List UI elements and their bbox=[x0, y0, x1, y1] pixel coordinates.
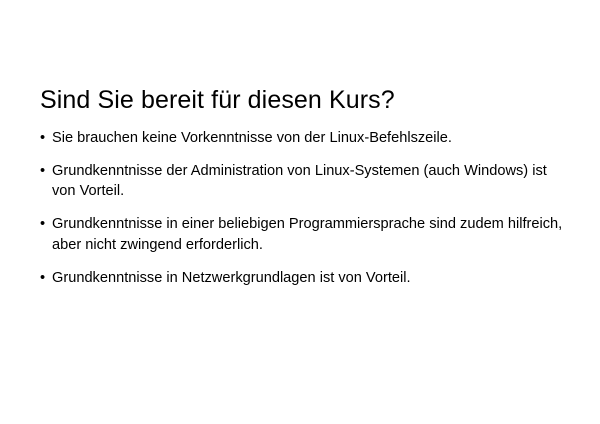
bullet-marker-icon: • bbox=[40, 163, 46, 180]
list-item-text: Grundkenntnisse in Netzwerkgrundlagen ist von Vorteil. bbox=[52, 269, 411, 286]
list-item-text: Grundkenntnisse der Administration von Linux-Systemen (auch Windows) ist von Vorteil. bbox=[52, 163, 547, 200]
list-item-text: Grundkenntnisse in einer beliebigen Programmiersprache sind zudem hilfreich, aber nicht zwingend erforderlich. bbox=[52, 216, 563, 253]
bullet-marker-icon: • bbox=[40, 130, 46, 146]
list-item bbox=[40, 268, 564, 288]
list-item bbox=[40, 128, 564, 148]
bullet-list bbox=[40, 128, 564, 288]
list-item-text: Sie brauchen keine Vorkenntnisse von der Linux-Befehlszeile. bbox=[52, 130, 452, 146]
page-title: Sind Sie bereit für diesen Kurs? bbox=[40, 85, 395, 114]
list-item bbox=[40, 214, 564, 254]
list-item bbox=[40, 161, 564, 201]
bullet-marker-icon: • bbox=[40, 216, 46, 233]
bullet-marker-icon: • bbox=[40, 269, 46, 286]
